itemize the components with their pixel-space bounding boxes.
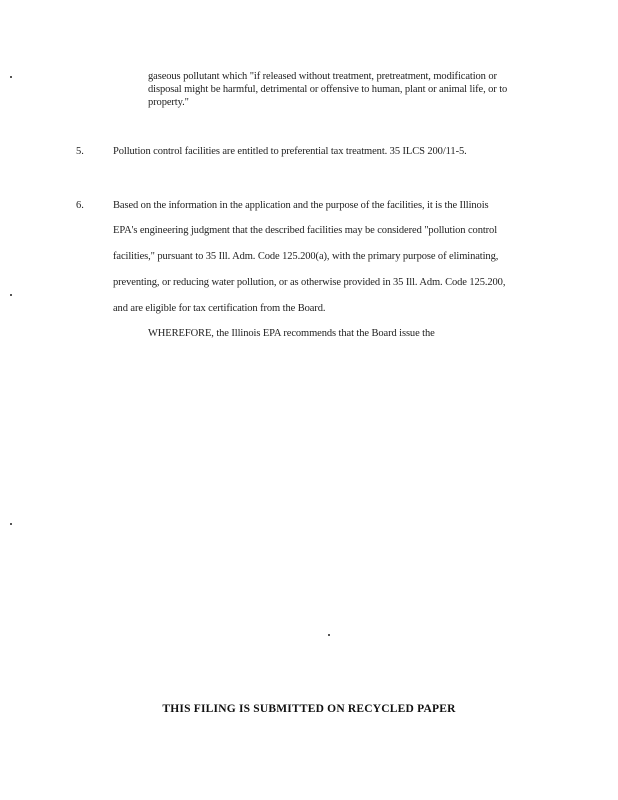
item-6-line-2: EPA's engineering judgment that the described facilities may be considered "pollution control	[113, 225, 498, 236]
item-5-line-1: Pollution control facilities are entitled to preferential tax treatment. 35 ILCS 200/11-5.	[113, 146, 467, 157]
item-5-number: 5.	[76, 146, 84, 157]
item-6-number: 6.	[76, 200, 84, 211]
quote-line-2: disposal might be harmful, detrimental or offensive to human, plant or animal life, or to	[148, 84, 508, 95]
item-6-line-1: Based on the information in the application and the purpose of the facilities, it is the Illinois	[113, 200, 489, 211]
wherefore-paragraph: WHEREFORE, the Illinois EPA recommends that the Board issue the	[148, 328, 435, 339]
quote-line-1: gaseous pollutant which "if released without treatment, pretreatment, modification or	[148, 71, 497, 82]
quote-line-3: property."	[148, 97, 189, 108]
item-6-line-5: and are eligible for tax certification from the Board.	[113, 303, 326, 314]
scan-speck	[10, 523, 12, 525]
recycled-paper-footer: THIS FILING IS SUBMITTED ON RECYCLED PAPER	[162, 703, 456, 715]
scan-speck	[10, 294, 12, 296]
item-6-line-3: facilities," pursuant to 35 Ill. Adm. Code 125.200(a), with the primary purpose of eliminating,	[113, 251, 499, 262]
scan-speck	[328, 634, 330, 636]
scan-speck	[10, 76, 12, 78]
item-6-line-4: preventing, or reducing water pollution, or as otherwise provided in 35 Ill. Adm. Code 125.200,	[113, 277, 506, 288]
